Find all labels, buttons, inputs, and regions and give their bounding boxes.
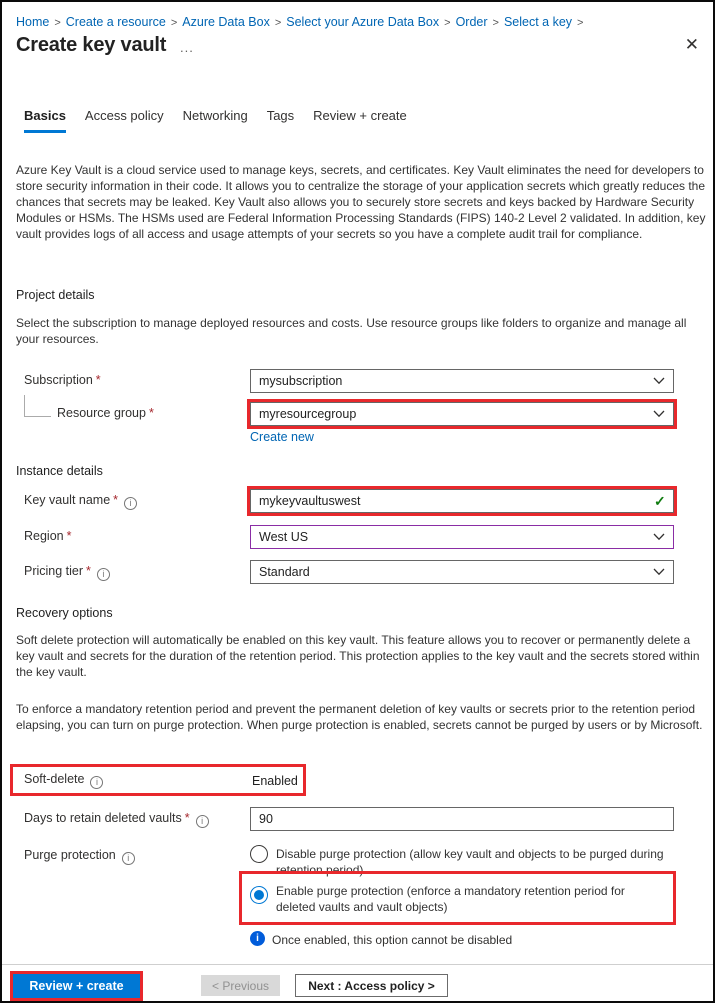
required-asterisk: * — [148, 406, 154, 420]
footer-divider — [2, 964, 713, 965]
chevron-down-icon — [653, 533, 665, 541]
tab-bar — [24, 108, 407, 133]
soft-delete-label: Soft-delete i — [24, 772, 103, 789]
valid-check-icon: ✓ — [654, 493, 666, 509]
purge-protection-description: To enforce a mandatory retention period and prevent the permanent deletion of key vaults or secrets prior to the retention period elapsing, you can turn on purge protection. When purge protection is enabled, secrets cannot be purged by users or by Microsoft. — [16, 702, 703, 732]
breadcrumb-home[interactable]: Home — [16, 15, 50, 29]
info-icon[interactable]: i — [90, 776, 103, 789]
breadcrumb-order[interactable]: Order — [455, 15, 488, 29]
region-label: Region * — [24, 529, 72, 543]
info-icon[interactable]: i — [122, 852, 135, 865]
soft-delete-highlight-box — [10, 764, 306, 796]
info-icon[interactable]: i — [124, 497, 137, 510]
breadcrumb-select-your-azure-data-box[interactable]: Select your Azure Data Box — [286, 15, 440, 29]
tree-connector — [24, 395, 25, 416]
purge-note-text: Once enabled, this option cannot be disabled — [272, 933, 513, 947]
pricing-tier-label: Pricing tier * i — [24, 564, 110, 581]
subscription-dropdown[interactable] — [250, 369, 674, 393]
page-title: Create key vault — [16, 34, 167, 56]
intro-text: Azure Key Vault is a cloud service used to manage keys, secrets, and certificates. Key Vault eliminates the need for developers to store security information in their code. It allows you to centralize the storage of your application secrets which greatly reduces the chances that secrets may be leaked. Key Vault also allows you to securely store secrets and keys backed by Hardware Security Modules or HSMs. The HSMs used are Federal Information Processing Standards (FIPS) 140-2 Level 2 validated. In addition, key vault provides logs of all access and usage attempts of your secrets so you have a complete audit trail for compliance. — [16, 163, 706, 241]
breadcrumb-separator: > — [492, 17, 499, 29]
breadcrumb-separator: > — [577, 17, 584, 29]
resource-group-label: Resource group * — [57, 406, 154, 420]
radio-disable-purge-protection[interactable] — [250, 845, 268, 863]
review-create-highlight-box — [10, 971, 143, 1001]
chevron-down-icon — [653, 410, 665, 418]
chevron-down-icon — [653, 568, 665, 576]
key-vault-name-label: Key vault name * i — [24, 493, 137, 510]
pricing-tier-value: Standard — [259, 565, 310, 579]
soft-delete-description: Soft delete protection will automatically be enabled on this key vault. This feature allows you to recover or permanently delete a key vault and secrets for the duration of the retention period. This protection applies to the key vault and the secrets stored within the key vault. — [16, 633, 700, 679]
region-dropdown[interactable] — [250, 525, 674, 549]
breadcrumb-create-a-resource[interactable]: Create a resource — [65, 15, 166, 29]
radio-enable-purge-protection[interactable] — [250, 886, 268, 904]
info-icon[interactable]: i — [196, 815, 209, 828]
create-new-link[interactable]: Create new — [250, 430, 314, 444]
tab-access-policy[interactable]: Access policy — [84, 108, 164, 123]
radio-selected-dot — [254, 890, 264, 900]
chevron-down-icon — [653, 377, 665, 385]
radio-enable-purge-protection-label[interactable]: Enable purge protection (enforce a mandatory retention period for deleted vaults and vault objects) — [276, 884, 625, 914]
breadcrumb-separator: > — [54, 17, 61, 29]
resource-group-value: myresourcegroup — [259, 407, 357, 421]
purge-protection-label: Purge protection i — [24, 848, 135, 865]
subscription-label: Subscription * — [24, 373, 101, 387]
region-value: West US — [259, 530, 309, 544]
required-asterisk: * — [95, 373, 101, 387]
instance-details-heading: Instance details — [16, 464, 103, 478]
info-icon[interactable]: i — [97, 568, 110, 581]
next-access-policy-button[interactable]: Next : Access policy > — [295, 974, 448, 997]
info-note-icon: i — [250, 931, 265, 946]
tab-tags[interactable]: Tags — [266, 108, 295, 123]
tab-review-create[interactable]: Review + create — [313, 108, 407, 123]
tab-networking[interactable]: Networking — [182, 108, 248, 123]
radio-disable-purge-protection-label[interactable]: Disable purge protection (allow key vault and objects to be purged during retention period) — [276, 847, 664, 877]
close-icon[interactable]: ✕ — [684, 35, 699, 54]
pricing-tier-dropdown[interactable] — [250, 560, 674, 584]
tab-basics[interactable]: Basics — [24, 108, 66, 133]
required-asterisk: * — [86, 564, 91, 578]
project-details-description: Select the subscription to manage deployed resources and costs. Use resource groups like folders to organize and manage all your resources. — [16, 316, 687, 346]
required-asterisk: * — [66, 529, 72, 543]
breadcrumb-separator: > — [274, 17, 282, 29]
retention-days-input[interactable] — [250, 807, 674, 831]
subscription-value: mysubscription — [259, 374, 343, 388]
project-details-heading: Project details — [16, 288, 95, 302]
required-asterisk: * — [113, 493, 119, 507]
key-vault-name-input[interactable] — [250, 489, 674, 513]
resource-group-dropdown[interactable] — [250, 402, 674, 426]
soft-delete-value: Enabled — [252, 774, 298, 788]
previous-button[interactable]: < Previous — [201, 975, 280, 996]
breadcrumb-separator: > — [170, 17, 178, 29]
breadcrumb-select-a-key[interactable]: Select a key — [503, 15, 573, 29]
breadcrumb-separator: > — [444, 17, 451, 29]
breadcrumb-azure-data-box[interactable]: Azure Data Box — [182, 15, 270, 29]
ellipsis-menu-icon[interactable]: ... — [180, 40, 194, 55]
retention-days-label: Days to retain deleted vaults * i — [24, 811, 209, 828]
required-asterisk: * — [184, 811, 190, 825]
recovery-options-heading: Recovery options — [16, 606, 113, 620]
review-create-button[interactable]: Review + create — [13, 974, 140, 998]
tree-connector — [24, 416, 51, 417]
breadcrumb — [16, 15, 588, 29]
